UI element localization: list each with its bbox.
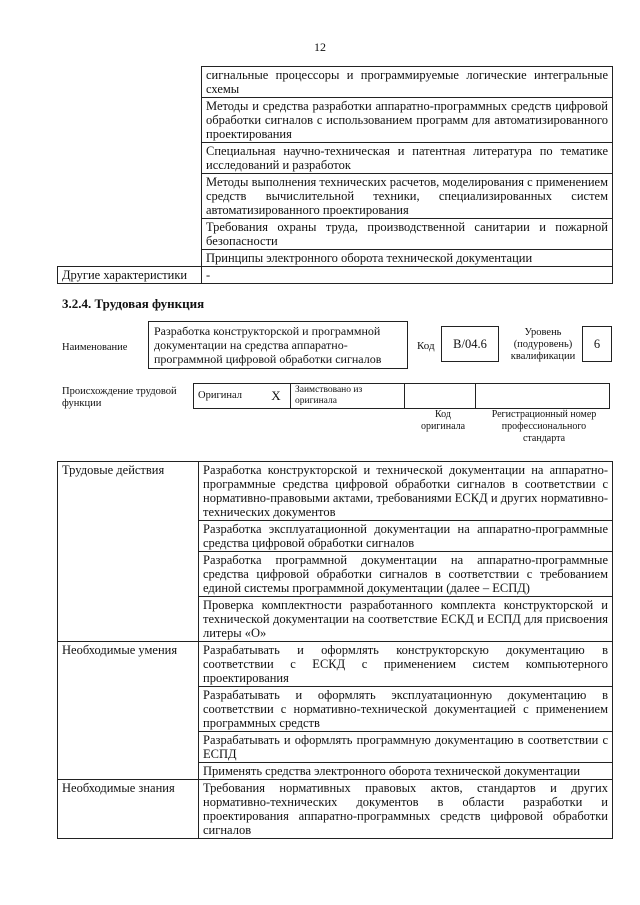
reg-number-caption: Регистрационный номер профессионального стандарта — [491, 409, 597, 444]
labor-function-table — [57, 461, 613, 839]
origin-table — [193, 383, 610, 409]
table-row: Специальная научно-техническая и патентная литература по тематике исследований и разработок — [202, 143, 613, 174]
table-row: Принципы электронного оборота технической документации — [202, 250, 613, 267]
original-mark: Х — [262, 384, 291, 409]
reg-number-cell — [476, 384, 610, 409]
borrowed-label: Заимствовано из оригинала — [291, 384, 405, 409]
function-name-box: Разработка конструкторской и программной документации на средства аппаратно-программной цифровой обработки сигналов — [148, 321, 408, 369]
code-original-cell — [405, 384, 476, 409]
page-number: 12 — [314, 40, 326, 54]
table-row: Разрабатывать и оформлять конструкторскую документацию в соответствии с ЕСКД с применением систем компьютерного проектирования — [199, 642, 613, 687]
group-label-knowledge: Необходимые знания — [58, 780, 199, 839]
origin-label: Происхождение трудовой функции — [62, 386, 177, 409]
table-row: Требования охраны труда, производственной санитарии и пожарной безопасности — [202, 219, 613, 250]
table-row: Разрабатывать и оформлять эксплуатационную документацию в соответствии с нормативно-технической документацией с применением программных средств — [199, 687, 613, 732]
group-label-actions: Трудовые действия — [58, 462, 199, 642]
other-characteristics-label: Другие характеристики — [58, 267, 202, 284]
table-row: Разрабатывать и оформлять программную документацию в соответствии с ЕСПД — [199, 732, 613, 763]
level-value-box: 6 — [582, 326, 612, 362]
table-row: Применять средства электронного оборота технической документации — [199, 763, 613, 780]
table-row: сигнальные процессоры и программируемые логические интегральные схемы — [202, 67, 613, 98]
name-label: Наименование — [62, 342, 128, 353]
other-characteristics-value: - — [202, 267, 613, 284]
table-row: Разработка конструкторской и технической документации на аппаратно-программные средства цифровой обработки сигналов в соответствии с нормативно-правовыми актами, требованиями ЕСКД и других нормативно-технических документов — [199, 462, 613, 521]
blank-cell — [58, 67, 202, 267]
section-heading: 3.2.4. Трудовая функция — [62, 296, 205, 311]
table-row: Проверка комплектности разработанного комплекта конструкторской и технической документации на соответствие ЕСКД и ЕСПД для присвоения литеры «О» — [199, 597, 613, 642]
code-value-box: В/04.6 — [441, 326, 499, 362]
table-row: Разработка эксплуатационной документации на аппаратно-программные средства цифровой обработки сигналов — [199, 521, 613, 552]
table-row: Методы и средства разработки аппаратно-программных средств цифровой обработки сигналов с использованием программ для автоматизированного проектирования — [202, 98, 613, 143]
code-original-caption: Код оригинала — [420, 409, 466, 432]
top-knowledge-table — [57, 66, 613, 284]
table-row: Требования нормативных правовых актов, стандартов и других нормативно-технических документов в области разработки и проектирования аппаратно-программных средств цифровой обработки сигналов — [199, 780, 613, 839]
table-row: Разработка программной документации на аппаратно-программные средства цифровой обработки сигналов в соответствии с требованием единой системы программной документации (далее – ЕСПД) — [199, 552, 613, 597]
original-label: Оригинал — [194, 384, 263, 409]
group-label-skills: Необходимые умения — [58, 642, 199, 780]
code-label: Код — [417, 340, 435, 352]
table-row: Методы выполнения технических расчетов, моделирования с применением средств вычислительной техники, специализированных систем автоматизированного проектирования — [202, 174, 613, 219]
level-label: Уровень (подуровень) квалификации — [510, 327, 576, 362]
